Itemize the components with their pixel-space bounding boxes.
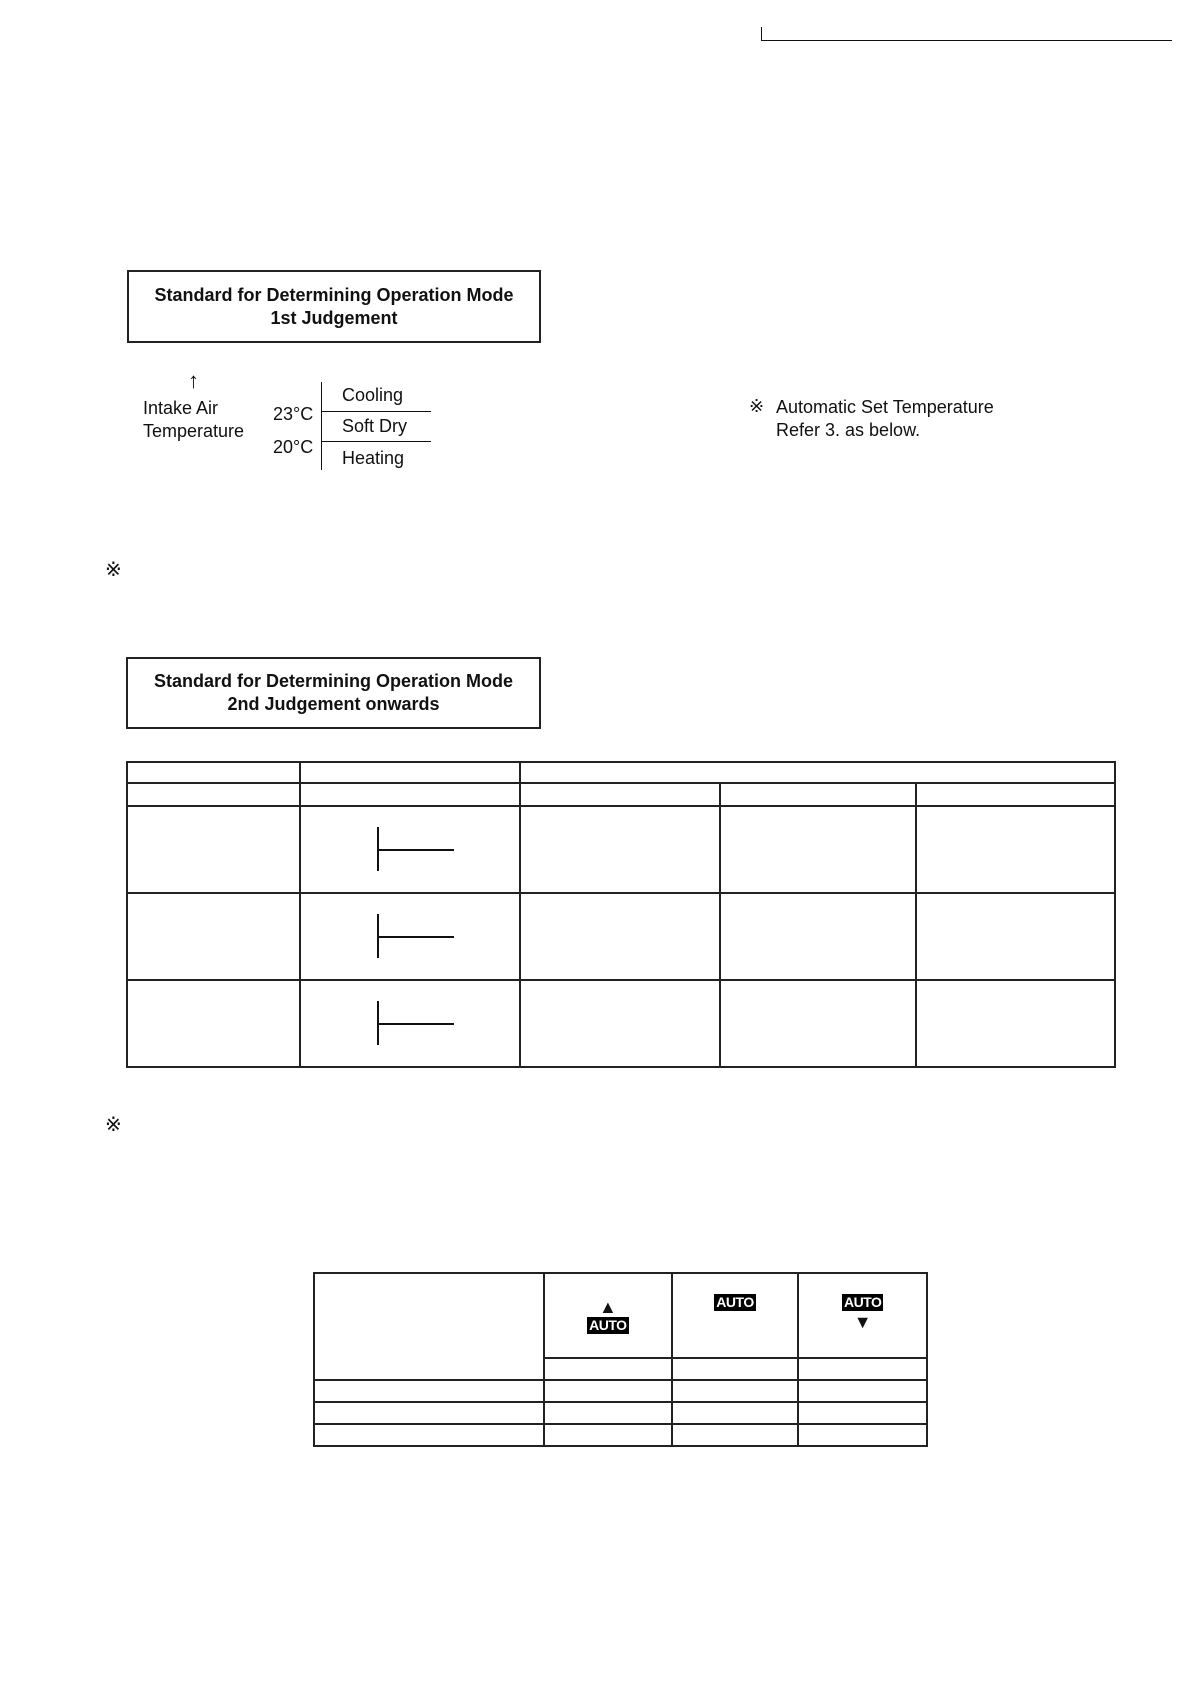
intake-label-1: Intake Air bbox=[143, 398, 219, 418]
auto-icon: AUTO bbox=[843, 1294, 882, 1310]
threshold-20: 20°C bbox=[273, 437, 314, 457]
header-rule bbox=[761, 40, 1172, 41]
table-row bbox=[314, 1424, 927, 1446]
mode-cooling: Cooling bbox=[342, 385, 404, 405]
mode-heating: Heating bbox=[342, 448, 405, 468]
table-cell bbox=[127, 762, 300, 783]
set-temperature-table bbox=[313, 1272, 928, 1447]
note-line-2: Refer 3. as below. bbox=[776, 420, 921, 440]
intake-label-2: Temperature bbox=[143, 421, 245, 441]
auto-icon: AUTO bbox=[589, 1316, 627, 1333]
box-title: Standard for Determining Operation Mode bbox=[154, 284, 514, 305]
second-judgement-table bbox=[126, 761, 1116, 1068]
box-title: Standard for Determining Operation Mode bbox=[153, 671, 514, 691]
table-row bbox=[314, 1380, 927, 1402]
note-mark: ※ bbox=[105, 559, 122, 581]
threshold-line bbox=[321, 411, 431, 412]
threshold-23: 23°C bbox=[273, 404, 314, 424]
second-judgement-box bbox=[126, 657, 541, 729]
table-row bbox=[127, 806, 1115, 893]
note-line-1: Automatic Set Temperature bbox=[776, 397, 994, 417]
box-subtitle: 1st Judgement bbox=[270, 307, 398, 328]
up-triangle-icon: ▲ bbox=[598, 1296, 617, 1317]
up-arrow-icon: ↑ bbox=[188, 368, 199, 393]
scale-axis bbox=[321, 382, 322, 470]
auto-icon: AUTO bbox=[716, 1294, 754, 1310]
mode-soft-dry: Soft Dry bbox=[342, 416, 408, 436]
table-row bbox=[127, 893, 1115, 980]
first-judgement-box bbox=[127, 270, 541, 343]
table-cell bbox=[520, 762, 1115, 783]
note-mark: ※ bbox=[749, 396, 765, 416]
threshold-line bbox=[321, 441, 431, 442]
table-row bbox=[127, 980, 1115, 1067]
note-mark: ※ bbox=[105, 1114, 122, 1136]
down-triangle-icon: ▼ bbox=[853, 1312, 872, 1332]
table-cell bbox=[300, 762, 521, 783]
box-subtitle: 2nd Judgement onwards bbox=[227, 694, 440, 714]
header-rule-tick bbox=[761, 27, 762, 41]
table-row bbox=[314, 1402, 927, 1424]
